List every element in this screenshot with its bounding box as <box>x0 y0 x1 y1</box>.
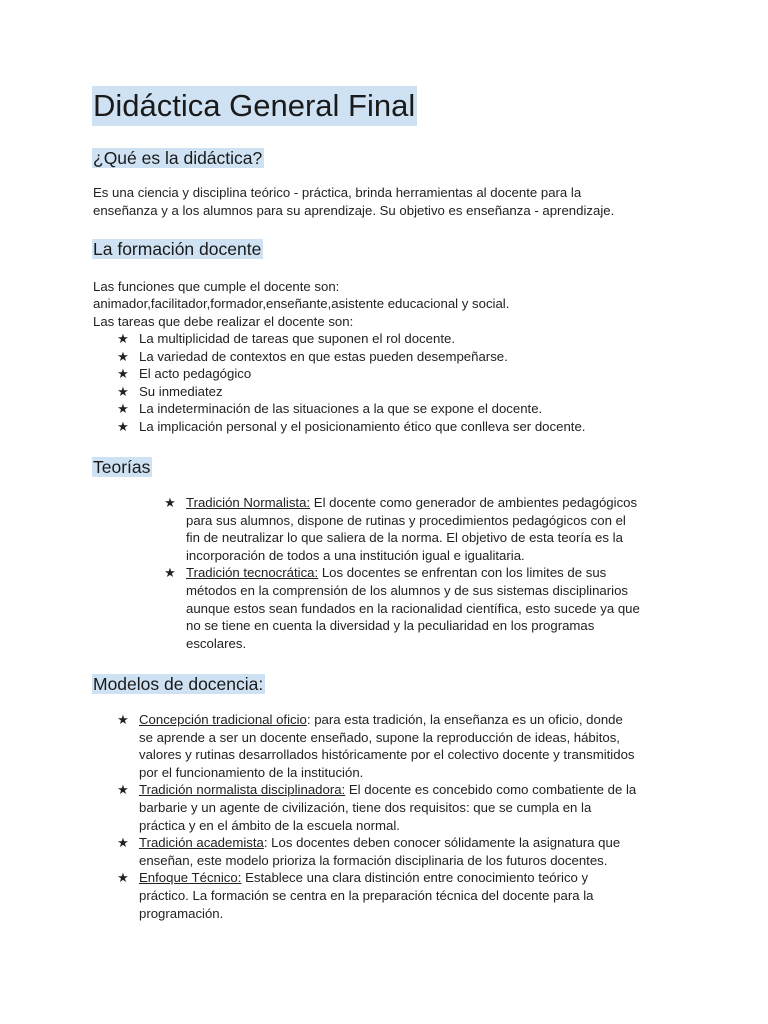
list-item: ★ Tradición tecnocrática: Los docentes se enfrentan con los limites de sus métodos en la comprensión de los alumnos y de sus sistemas disciplinarios aunque estos sean fundados en la racionalidad científica, esto sucede ya que no se tiene en cuenta la diversidad y la peculiaridad en los programas escolares. <box>162 564 702 652</box>
term: Enfoque Técnico: <box>139 870 242 886</box>
list-item: ★ Tradición normalista disciplinadora: El docente es concebido como combatiente de la barbarie y un agente de civilización, tiene dos requisitos: que se cumpla en la práctica y en el ámbito de la escuela normal. <box>115 781 705 834</box>
paragraph-line: animador,facilitador,formador,enseñante,asistente educacional y social. <box>93 296 510 311</box>
list-item: ★ Su inmediatez <box>115 383 585 401</box>
heading-modelos <box>92 673 265 695</box>
list-item: ★ La multiplicidad de tareas que suponen el rol docente. <box>115 330 585 348</box>
modelos-list <box>115 711 705 922</box>
tareas-list <box>115 330 585 436</box>
heading-text: ¿Qué es la didáctica? <box>93 148 263 168</box>
star-icon: ★ <box>117 401 129 417</box>
heading-text: La formación docente <box>93 239 262 259</box>
heading-text: Teorías <box>93 457 151 477</box>
star-icon: ★ <box>117 383 129 399</box>
star-icon: ★ <box>117 366 129 382</box>
list-item: ★ Enfoque Técnico: Establece una clara distinción entre conocimiento teórico y práctico. La formación se centra en la preparación técnica del docente para la programación. <box>115 869 705 922</box>
star-icon: ★ <box>117 418 129 434</box>
star-icon: ★ <box>117 870 129 886</box>
heading-teorias <box>92 456 152 478</box>
term: Tradición normalista disciplinadora: <box>139 782 346 798</box>
list-item: ★ El acto pedagógico <box>115 365 585 383</box>
paragraph-line: Las funciones que cumple el docente son: <box>93 279 340 294</box>
star-icon: ★ <box>164 495 176 510</box>
term: Tradición tecnocrática: <box>186 565 319 581</box>
list-item: ★ Tradición Normalista: El docente como generador de ambientes pedagógicos para sus alumnos, dispone de rutinas y procedimientos pedagógicos con el fin de neutralizar lo que saliera de la norma. El objetivo de esta teoría es la incorporación de todos a una institución igual e igualitaria. <box>162 494 702 564</box>
term: Concepción tradicional oficio <box>139 712 307 727</box>
heading-que-es <box>92 147 264 169</box>
star-icon: ★ <box>164 565 176 581</box>
list-item: ★ La implicación personal y el posicionamiento ético que conlleva ser docente. <box>115 418 585 436</box>
heading-text: Modelos de docencia: <box>93 674 264 694</box>
star-icon: ★ <box>117 331 129 346</box>
paragraph-line: Las tareas que debe realizar el docente son: <box>93 314 354 329</box>
list-item: ★ La indeterminación de las situaciones a la que se expone el docente. <box>115 400 585 418</box>
term: Tradición academista <box>139 835 264 851</box>
document-title: Didáctica General Final <box>92 86 417 126</box>
star-icon: ★ <box>117 712 129 727</box>
paragraph-line: Es una ciencia y disciplina teórico - práctica, brinda herramientas al docente para la <box>93 185 582 200</box>
teorias-list <box>162 494 702 652</box>
star-icon: ★ <box>117 782 129 798</box>
star-icon: ★ <box>117 835 129 851</box>
list-item: ★ Concepción tradicional oficio: para esta tradición, la enseñanza es un oficio, donde se aprende a ser un docente enseñado, supone la reproducción de ideas, hábitos, valores y rutinas desarrollados históricamente por el colectivo docente y transmitidos por el funcionamiento de la institución. <box>115 711 705 781</box>
heading-formacion <box>92 238 263 260</box>
list-item: ★ La variedad de contextos en que estas pueden desempeñarse. <box>115 348 585 366</box>
list-item: ★ Tradición academista: Los docentes deben conocer sólidamente la asignatura que enseñan, este modelo prioriza la formación disciplinaria de los futuros docentes. <box>115 834 705 869</box>
paragraph-line: enseñanza y a los alumnos para su aprendizaje. Su objetivo es enseñanza - aprendizaje. <box>93 203 615 218</box>
star-icon: ★ <box>117 348 129 364</box>
term: Tradición Normalista: <box>186 495 311 510</box>
